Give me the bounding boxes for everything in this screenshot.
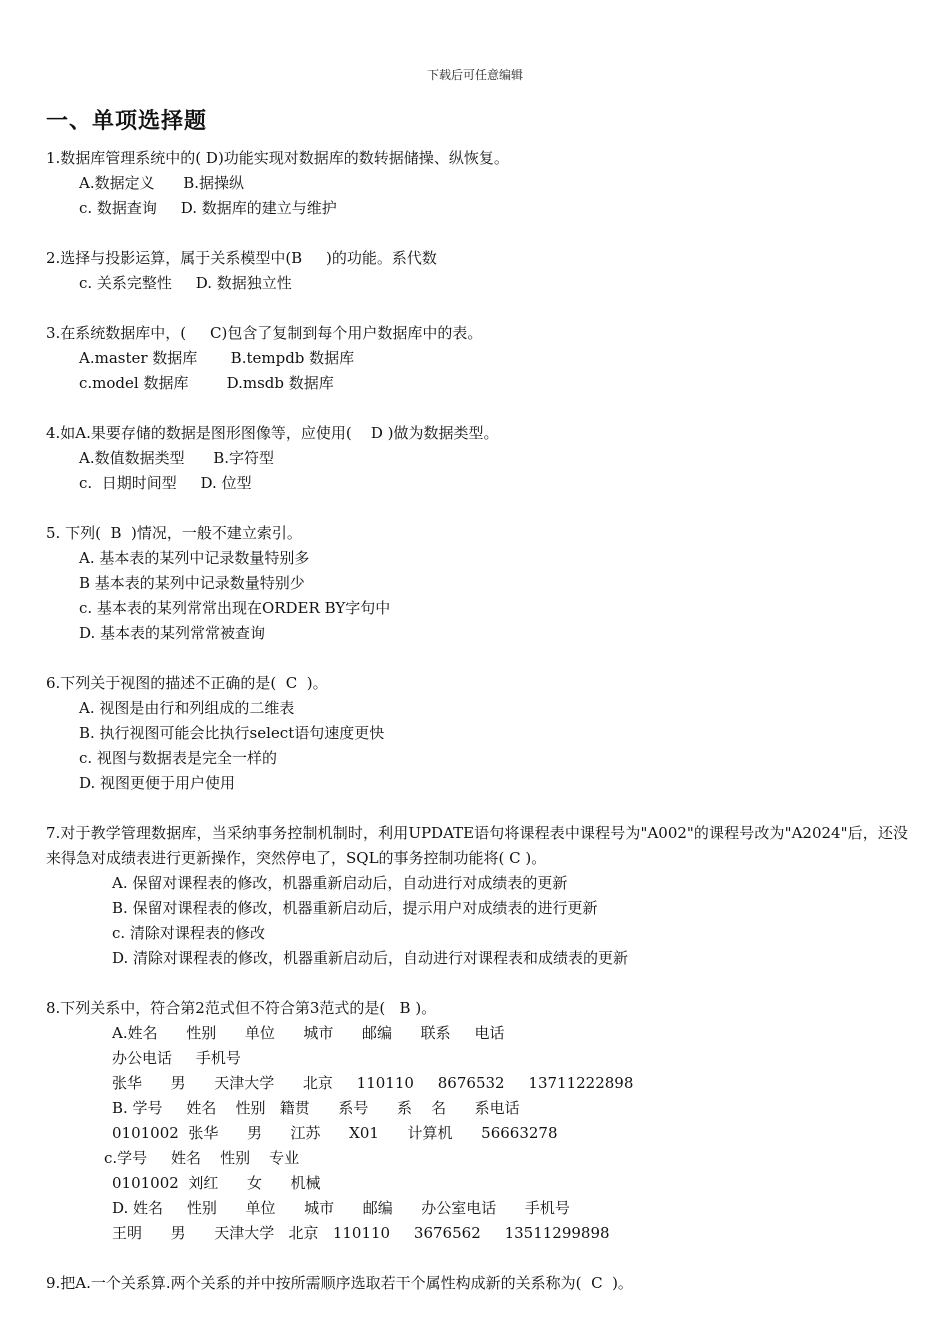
option-a-row: 张华 男 天津大学 北京 110110 8676532 13711222898	[112, 1074, 634, 1092]
question-1	[46, 146, 908, 221]
question-3	[46, 321, 908, 396]
option-d: D. 清除对课程表的修改，机器重新启动后，自动进行对课程表和成绩表的更新	[112, 949, 629, 967]
question-stem: 4.如A.果要存储的数据是图形图像等，应使用( D )做为数据类型。	[46, 424, 499, 442]
option-a-header: A.姓名 性别 单位 城市 邮编 联系 电话	[112, 1024, 505, 1042]
question-stem: 1.数据库管理系统中的( D)功能实现对数据库的数转据储操、纵恢复。	[46, 149, 509, 167]
section-title: 一、单项选择题	[46, 109, 208, 134]
option-b-row: 0101002 张华 男 江苏 X01 计算机 56663278	[112, 1124, 558, 1142]
options-c-d: c. 日期时间型 D. 位型	[79, 474, 252, 492]
option-a: A. 基本表的某列中记录数量特别多	[79, 549, 310, 567]
option-c-header: c.学号 姓名 性别 专业	[104, 1149, 300, 1167]
option-c-row: 0101002 刘红 女 机械	[112, 1174, 321, 1192]
option-c: c. 视图与数据表是完全一样的	[79, 749, 277, 767]
question-4	[46, 421, 908, 496]
page-header-note: 下载后可任意编辑	[426, 68, 523, 82]
question-9	[46, 1271, 908, 1296]
options-c-d: c. 数据查询 D. 数据库的建立与维护	[79, 199, 337, 217]
question-stem: 7.对于教学管理数据库，当采纳事务控制机制时，利用UPDATE语句将课程表中课程号为"A002"的课程号改为"A2024"后，还没来得急对成绩表进行更新操作，突然停电了，SQL的事务控制功能将( C )。	[46, 824, 908, 867]
options-a-b: A.数据定义 B.据操纵	[79, 174, 245, 192]
question-stem: 2.选择与投影运算，属于关系模型中(B )的功能。系代数	[46, 249, 437, 267]
question-8	[46, 996, 908, 1246]
options-a-b: A.master 数据库 B.tempdb 数据库	[79, 349, 355, 367]
question-stem: 3.在系统数据库中，( C)包含了复制到每个用户数据库中的表。	[46, 324, 483, 342]
question-stem: 6.下列关于视图的描述不正确的是( C )。	[46, 674, 328, 692]
option-b: B. 保留对课程表的修改，机器重新启动后，提示用户对成绩表的进行更新	[112, 899, 598, 917]
question-5	[46, 521, 908, 646]
question-6	[46, 671, 908, 796]
question-stem: 8.下列关系中，符合第2范式但不符合第3范式的是( B )。	[46, 999, 437, 1017]
option-a: A. 保留对课程表的修改，机器重新启动后，自动进行对成绩表的更新	[112, 874, 568, 892]
question-7	[46, 821, 908, 971]
option-b: B. 执行视图可能会比执行select语句速度更快	[79, 724, 385, 742]
option-d-row: 王明 男 天津大学 北京 110110 3676562 13511299898	[112, 1224, 610, 1242]
option-c: c. 基本表的某列常常出现在ORDER BY字句中	[79, 599, 391, 617]
option-d-header: D. 姓名 性别 单位 城市 邮编 办公室电话 手机号	[112, 1199, 570, 1217]
question-stem: 9.把A.一个关系算.两个关系的并中按所需顺序选取若干个属性构成新的关系称为( C )。	[46, 1274, 633, 1292]
option-a-header-cont: 办公电话 手机号	[112, 1049, 241, 1067]
question-list	[46, 146, 908, 1321]
option-d: D. 视图更便于用户使用	[79, 774, 236, 792]
option-b: B 基本表的某列中记录数量特别少	[79, 574, 305, 592]
options-c-d: c. 关系完整性 D. 数据独立性	[79, 274, 292, 292]
options-a-b: A.数值数据类型 B.字符型	[79, 449, 275, 467]
option-c: c. 清除对课程表的修改	[112, 924, 265, 942]
option-d: D. 基本表的某列常常被查询	[79, 624, 266, 642]
question-stem: 5. 下列( B )情况，一般不建立索引。	[46, 524, 302, 542]
question-2	[46, 246, 908, 296]
option-a: A. 视图是由行和列组成的二维表	[79, 699, 295, 717]
option-b-header: B. 学号 姓名 性别 籍贯 系号 系 名 系电话	[112, 1099, 520, 1117]
options-c-d: c.model 数据库 D.msdb 数据库	[79, 374, 334, 392]
